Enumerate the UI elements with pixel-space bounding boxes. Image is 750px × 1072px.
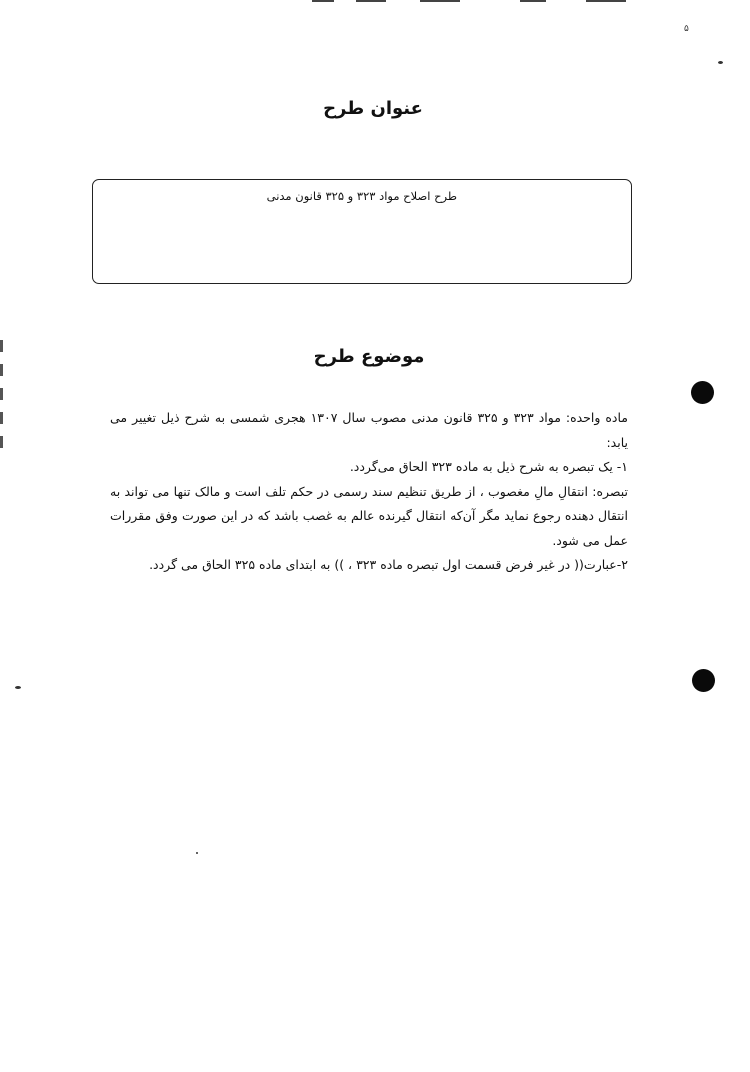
single-article-paragraph: ماده واحده: مواد ۳۲۳ و ۳۲۵ قانون مدنی مصوب سال ۱۳۰۷ هجری شمسی به شرح ذیل تغییر می یابد:	[110, 410, 629, 450]
punch-hole	[691, 381, 714, 404]
subject-body	[110, 406, 628, 578]
title-box-text: طرح اصلاح مواد ۳۲۳ و ۳۲۵ قانون مدنی	[266, 189, 457, 203]
scan-artifact	[356, 0, 386, 2]
page-number: ۵	[684, 24, 689, 34]
scan-artifact	[0, 388, 3, 400]
clause-2-paragraph: ۲-عبارت(( در غیر فرض قسمت اول تبصره ماده ۳۲۳ ، )) به ابتدای ماده ۳۲۵ الحاق می گردد.	[149, 557, 628, 572]
scan-artifact	[0, 412, 3, 424]
punch-hole	[692, 669, 715, 692]
clause-1-paragraph: ۱- یک تبصره به شرح ذیل به ماده ۳۲۳ الحاق می‌گردد.	[349, 459, 628, 474]
scan-artifact	[420, 0, 460, 2]
scan-artifact	[0, 436, 3, 448]
scan-speck	[196, 852, 198, 854]
scan-speck	[718, 61, 723, 64]
scan-artifact	[312, 0, 334, 2]
scan-artifact	[520, 0, 546, 2]
title-heading: عنوان طرح	[323, 98, 423, 119]
title-box	[92, 179, 632, 284]
note-paragraph: تبصره: انتقالِ مالِ مغصوب ، از طریق تنظیم سند رسمی در حکم تلف است و مالک تنها می تواند به انتقال دهنده رجوع نماید مگر آن‌که انتقال گیرنده عالم به غصب باشد که در این صورت وفق مقررات عمل می شود.	[110, 483, 628, 548]
scan-speck	[15, 686, 21, 689]
scan-artifact	[586, 0, 626, 2]
subject-heading: موضوع طرح	[313, 346, 425, 367]
